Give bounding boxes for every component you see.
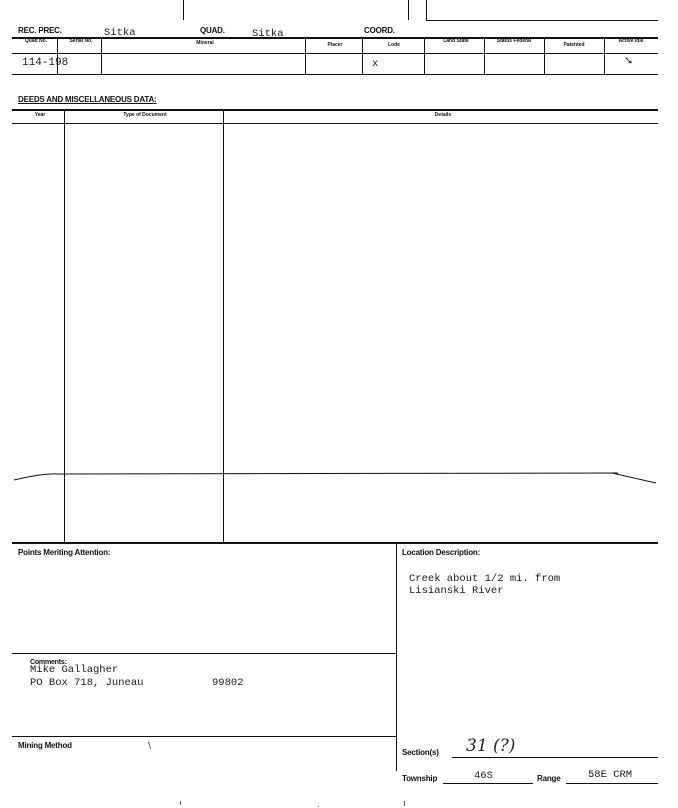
top-tick-mid2 [426, 0, 427, 20]
scan-speck-2 [404, 801, 405, 806]
sections-label: Section(s) [402, 748, 439, 757]
sections-underline [452, 757, 658, 758]
hdr-v7 [544, 38, 545, 74]
deeds-top-rule [12, 109, 658, 111]
township-underline [443, 783, 533, 784]
quad-value: Sitka [252, 28, 284, 40]
col-details: Details [434, 112, 452, 118]
top-tick-left [183, 0, 184, 20]
top-tick-mid [408, 0, 409, 20]
range-underline [566, 783, 658, 784]
top-fragment-line [426, 20, 658, 21]
hdr-v4 [362, 38, 363, 74]
col-serial-no: Serial No. [69, 38, 93, 44]
rec-prec-value: Sitka [104, 27, 136, 39]
col-mineral: Mineral [196, 40, 214, 46]
quad-label: QUAD. [200, 26, 225, 35]
col-land-state: Land State [443, 38, 469, 44]
township-label: Township [402, 774, 438, 783]
mining-method-label: Mining Method [18, 741, 72, 750]
rec-prec-label: REC. PREC. [18, 26, 62, 35]
col-status-federal: Status Federal [496, 38, 532, 44]
col-type-of-document: Type of Document [123, 112, 167, 118]
col-quad-no: Quad No. [24, 38, 48, 44]
location-description-label: Location Description: [402, 548, 481, 557]
quad-no-value: 114-198 [22, 57, 69, 69]
header-mid-rule [12, 53, 658, 54]
col-active-idle: Active Idle [618, 38, 644, 44]
location-line-1: Creek about 1/2 mi. from [409, 573, 561, 585]
range-value: 58E CRM [588, 769, 633, 781]
comments-zip: 99802 [212, 677, 244, 689]
location-line-2: Lisianski River [409, 585, 504, 597]
hdr-v8 [604, 38, 605, 74]
sections-value: 31 (?) [466, 736, 516, 756]
col-lode: Lode [388, 42, 400, 48]
hdr-v3 [305, 38, 306, 74]
points-meriting-attention-label: Points Meriting Attention: [18, 548, 111, 557]
deeds-title: DEEDS AND MISCELLANEOUS DATA: [18, 95, 157, 104]
comments-label: Comments: [30, 659, 67, 666]
comments-line-1: Mike Gallagher [30, 664, 119, 676]
col-placer: Placer [327, 42, 343, 48]
hdr-v2 [101, 38, 102, 74]
mining-method-tick: \ [148, 741, 152, 751]
comments-bottom-rule [12, 736, 396, 737]
scan-speck-1 [180, 801, 181, 805]
township-value: 46S [474, 770, 493, 782]
scan-speck-3 [318, 806, 319, 807]
comments-line-2: PO Box 718, Juneau [30, 677, 144, 689]
range-label: Range [537, 774, 561, 783]
deeds-header-rule [12, 123, 658, 124]
bottom-center-divider [396, 543, 397, 771]
coord-label: COORD. [364, 26, 395, 35]
deeds-bottom-rule [12, 542, 658, 544]
header-bottom-rule [12, 74, 658, 75]
col-patented: Patented [563, 42, 585, 48]
col-year: Year [34, 112, 46, 118]
page-fold-line [0, 465, 678, 489]
active-idle-mark: ➘ [624, 54, 634, 67]
points-bottom-rule [12, 653, 396, 654]
hdr-v5 [424, 38, 425, 74]
lode-value: x [372, 58, 379, 70]
hdr-v6 [484, 38, 485, 74]
